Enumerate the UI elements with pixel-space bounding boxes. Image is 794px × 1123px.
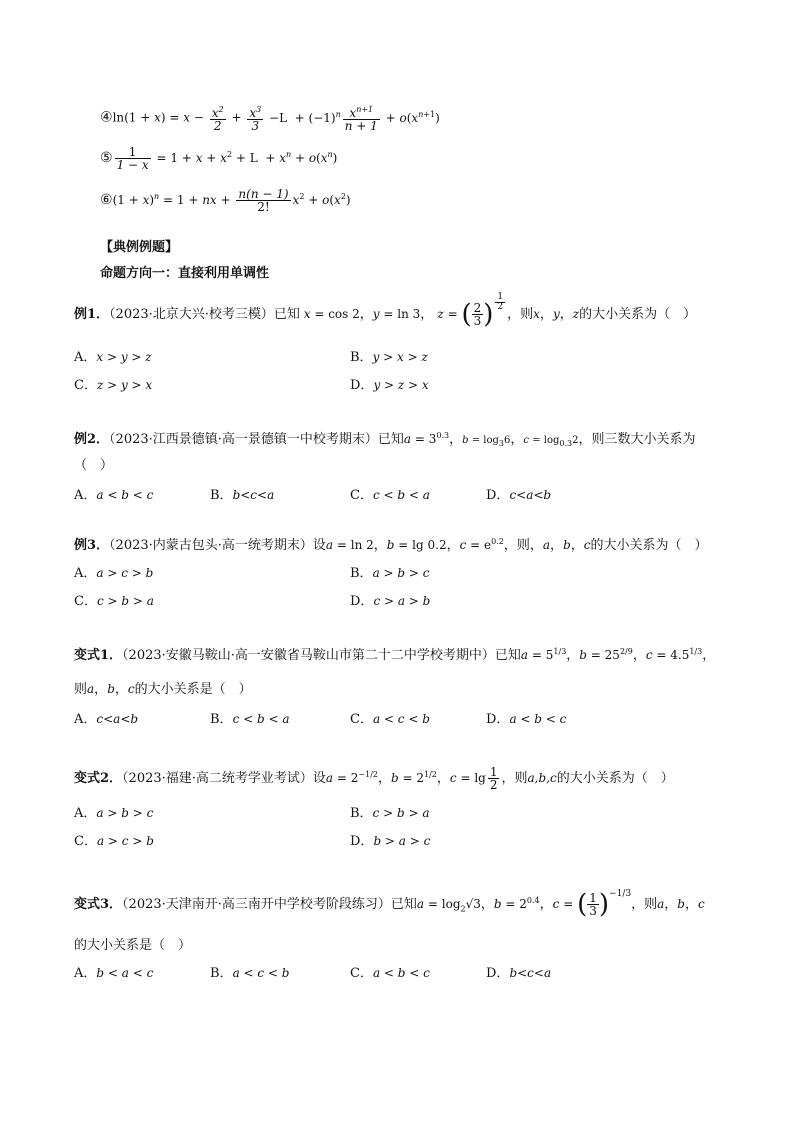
example-1-source: （2023·北京大兴·校考三模） [109,307,274,322]
variant-3-source: （2023·天津南开·高三南开中学校考阶段练习） [122,897,391,912]
example-3-source: （2023·内蒙古包头·高一统考期末） [109,538,313,553]
formula-4: ④ln(1 + x) = x − $\frac{x^2}{2}$ + $\frac{x^3}{3}$ $-L + (-1)^n$ $\frac{x^{n+1}}{n + 1}$ + $o(x^{n+1})$ [100,105,440,133]
variant-3-label: 变式3． [74,897,123,912]
formula-5-number: ⑤ [100,150,113,166]
variant-1-label: 变式1． [74,648,123,663]
variant-2-option-b[interactable]: B．c > b > a [350,806,430,821]
example-3-label: 例3． [74,538,110,553]
examples-heading: 【典例例题】 [100,240,179,255]
variant-2-option-d[interactable]: D．b > a > c [350,834,431,849]
example-3-option-a[interactable]: A．a > c > b [74,566,154,581]
variant-2-stem: 变式2．（2023·福建·高二统考学业考试）设$a = 2^{-1/2}$，$b = 2^{1/2}$，c = lg $\frac{1}{2}$ ，则a,b,c的大小关系为（ ） [74,765,674,792]
variant-3-option-a[interactable]: A．b < a < c [74,966,154,981]
formula-4-number: ④ [100,109,113,126]
example-2-source: （2023·江西景德镇·高一景德镇一中校考期末） [109,432,378,447]
variant-1-source: （2023·安徽马鞍山·高一安徽省马鞍山市第二十二中学校考期中） [122,648,495,663]
variant-3-option-d[interactable]: D．b<c<a [486,966,552,981]
example-2-stem-cont: （ ） [74,458,114,473]
example-2-option-b[interactable]: B．b<c<a [210,488,275,503]
example-2-option-a[interactable]: A．a < b < c [74,488,154,503]
example-2-stem: 例2．（2023·江西景德镇·高一景德镇一中校考期末）已知$a = 3^{0.3}$，$b = \log_36$，$c = \log_{0.3}2$，则三数大小关系为 [74,431,696,448]
variant-3-stem-cont: 的大小关系是（ ） [74,938,192,953]
example-1-option-a[interactable]: A．x > y > z [74,350,152,365]
direction-heading: 命题方向一：直接利用单调性 [100,266,270,281]
example-1-option-b[interactable]: B．y > x > z [350,350,428,365]
formula-5: ⑤ $\frac{1}{1 - x}$ = $1 + x + x^2 + L + x^n + o(x^n)$ [100,145,338,172]
example-1-stem: 例1．（2023·北京大兴·校考三模）已知 x = cos 2，y = ln 3， z = ( $\frac{2}{3}$ ) $\frac{1}{2}$ ，则x，y，z的大小关系为（ ） [74,292,697,330]
variant-2-source: （2023·福建·高二统考学业考试） [122,771,313,786]
example-3-option-b[interactable]: B．a > b > c [350,566,430,581]
variant-3-option-b[interactable]: B．a < c < b [210,966,290,981]
example-1-label: 例1． [74,307,110,322]
example-1-option-d[interactable]: D．y > z > x [350,378,429,393]
variant-1-stem: 变式1．（2023·安徽马鞍山·高一安徽省马鞍山市第二十二中学校考期中）已知$a = 5^{1/3}$，$b = 25^{2/9}$，$c = 4.5^{1/3}$， [74,647,716,663]
example-3-option-c[interactable]: C．c > b > a [74,594,154,609]
example-2-label: 例2． [74,432,110,447]
formula-6: ⑥(1 + x)$^n$ = 1 + nx + $\frac{n(n - 1)}{2!}$ $x^2 + o(x^2)$ [100,187,351,214]
example-2-option-d[interactable]: D．c<a<b [486,488,552,503]
variant-2-label: 变式2． [74,771,123,786]
example-1-option-c[interactable]: C．z > y > x [74,378,153,393]
variant-3-option-c[interactable]: C．a < b < c [350,966,430,981]
variant-1-option-a[interactable]: A．c<a<b [74,712,139,727]
variant-1-option-d[interactable]: D．a < b < c [486,712,567,727]
example-2-option-c[interactable]: C．c < b < a [350,488,430,503]
example-3-stem: 例3．（2023·内蒙古包头·高一统考期末）设a = ln 2，b = lg 0.2，$c = e^{0.2}$，则，a，b，c的大小关系为（ ） [74,537,708,553]
formula-6-number: ⑥ [100,192,113,208]
variant-1-option-c[interactable]: C．a < c < b [350,712,430,727]
variant-1-option-b[interactable]: B．c < b < a [210,712,290,727]
variant-2-option-c[interactable]: C．a > c > b [74,834,154,849]
variant-3-stem: 变式3．（2023·天津南开·高三南开中学校考阶段练习）已知$a = \log_2√3$，$b = 2^{0.4}$，c = ( $\frac{1}{3}$ )$^{-1/3}$，则a，b，c [74,889,705,920]
variant-1-stem-cont: 则a，b，c的大小关系是（ ） [74,682,252,697]
variant-2-option-a[interactable]: A．a > b > c [74,806,154,821]
example-3-option-d[interactable]: D．c > a > b [350,594,431,609]
